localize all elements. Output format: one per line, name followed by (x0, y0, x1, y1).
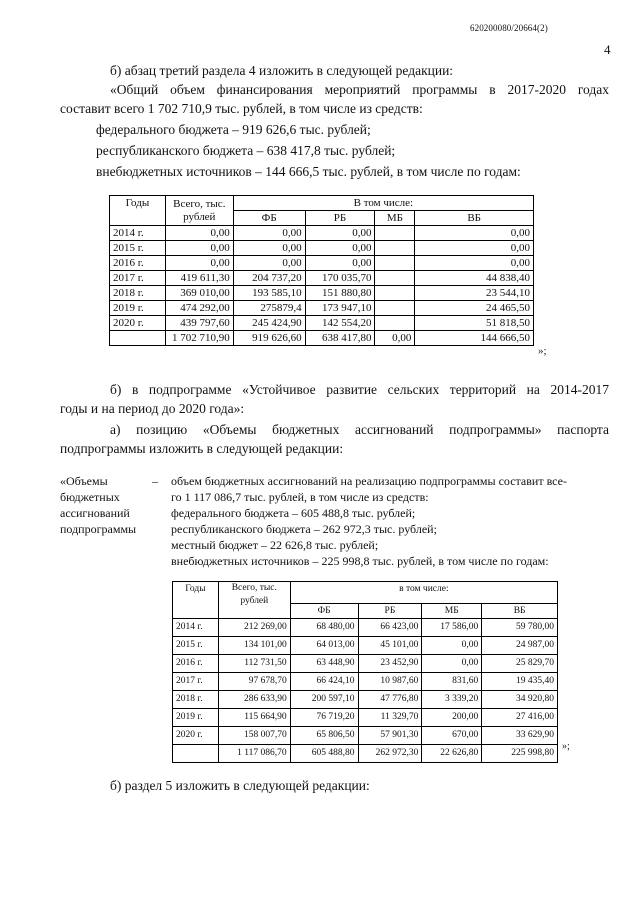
passport-text-1: объем бюджетных ассигнований на реализацию подпрограммы составит все- (171, 474, 567, 488)
para1-line5: внебюджетных источников – 144 666,5 тыс. рублей, в том числе по годам: (96, 164, 521, 179)
cell-fb: 204 737,20 (233, 271, 305, 286)
cell-vb: 0,00 (415, 256, 534, 271)
header-fb: ФБ (290, 603, 358, 618)
passport-dash: – (152, 474, 158, 488)
cell-rb: 638 417,80 (305, 331, 375, 346)
cell-year: 2016 г. (110, 256, 166, 271)
cell-mb (375, 301, 415, 316)
cell-mb: 0,00 (422, 655, 482, 673)
cell-year (173, 745, 219, 763)
cell-mb: 200,00 (422, 709, 482, 727)
cell-total: 97 678,70 (218, 673, 290, 691)
para2-line1: б) в подпрограмме «Устойчивое развитие сельских территорий на 2014-2017 (110, 382, 609, 397)
cell-mb: 0,00 (375, 331, 415, 346)
header-rb: РБ (358, 603, 422, 618)
cell-year (110, 331, 166, 346)
cell-vb: 19 435,40 (482, 673, 558, 691)
cell-total: 112 731,50 (218, 655, 290, 673)
cell-fb: 200 597,10 (290, 691, 358, 709)
passport-label-2: бюджетных (60, 490, 120, 504)
header-mb: МБ (375, 211, 415, 226)
cell-vb: 34 920,80 (482, 691, 558, 709)
table-row (110, 256, 534, 271)
passport-label-1: «Объемы (60, 474, 108, 488)
cell-mb (375, 316, 415, 331)
cell-fb: 68 480,00 (290, 619, 358, 637)
cell-fb: 919 626,60 (233, 331, 305, 346)
passport-text-4: республиканского бюджета – 262 972,3 тыс. рублей; (171, 522, 437, 536)
cell-rb: 0,00 (305, 256, 375, 271)
table-row (110, 226, 534, 241)
cell-rb: 45 101,00 (358, 637, 422, 655)
para2-line3: а) позицию «Объемы бюджетных ассигнований подпрограммы» паспорта (110, 422, 609, 437)
cell-year: 2016 г. (173, 655, 219, 673)
header-total: Всего, тыс. рублей (218, 582, 290, 619)
table-header-row (173, 582, 558, 604)
table-row (110, 331, 534, 346)
cell-mb: 0,00 (422, 637, 482, 655)
table-row (110, 271, 534, 286)
para2-line4: подпрограммы изложить в следующей редакции: (60, 441, 344, 456)
cell-total: 134 101,00 (218, 637, 290, 655)
cell-rb: 23 452,90 (358, 655, 422, 673)
header-total: Всего, тыс. рублей (165, 196, 233, 226)
cell-total: 286 633,90 (218, 691, 290, 709)
cell-mb (375, 226, 415, 241)
passport-label-4: подпрограммы (60, 522, 137, 536)
cell-vb: 23 544,10 (415, 286, 534, 301)
cell-vb: 24 987,00 (482, 637, 558, 655)
para1-line2: составит всего 1 702 710,9 тыс. рублей, в том числе из средств: (60, 101, 423, 116)
table-row (173, 619, 558, 637)
header-fb: ФБ (233, 211, 305, 226)
cell-vb: 0,00 (415, 241, 534, 256)
cell-mb: 3 339,20 (422, 691, 482, 709)
header-vb: ВБ (482, 603, 558, 618)
cell-rb: 11 329,70 (358, 709, 422, 727)
cell-mb (375, 256, 415, 271)
cell-mb: 17 586,00 (422, 619, 482, 637)
table-row (110, 286, 534, 301)
cell-mb: 670,00 (422, 727, 482, 745)
passport-text-2: го 1 117 086,7 тыс. рублей, в том числе из средств: (171, 490, 429, 504)
cell-fb: 64 013,00 (290, 637, 358, 655)
cell-year: 2020 г. (110, 316, 166, 331)
para3-line1: б) раздел 5 изложить в следующей редакции: (110, 778, 370, 793)
financing-table-2 (172, 581, 558, 763)
cell-vb: 33 629,90 (482, 727, 558, 745)
cell-total: 0,00 (165, 226, 233, 241)
cell-fb: 275879,4 (233, 301, 305, 316)
cell-year: 2018 г. (110, 286, 166, 301)
cell-year: 2015 г. (110, 241, 166, 256)
cell-vb: 144 666,50 (415, 331, 534, 346)
table-row (173, 727, 558, 745)
cell-rb: 10 987,60 (358, 673, 422, 691)
cell-vb: 59 780,00 (482, 619, 558, 637)
table-row (173, 637, 558, 655)
header-vb: ВБ (415, 211, 534, 226)
table-row (173, 709, 558, 727)
cell-vb: 225 998,80 (482, 745, 558, 763)
cell-year: 2017 г. (173, 673, 219, 691)
passport-text-6: внебюджетных источников – 225 998,8 тыс. рублей, в том числе по годам: (171, 554, 549, 568)
cell-fb: 0,00 (233, 226, 305, 241)
header-including: в том числе: (290, 582, 557, 604)
table-row (173, 655, 558, 673)
table-row (110, 241, 534, 256)
cell-mb (375, 271, 415, 286)
table-row (173, 745, 558, 763)
table-row (110, 301, 534, 316)
header-year: Годы (110, 196, 166, 226)
cell-rb: 151 880,80 (305, 286, 375, 301)
cell-fb: 0,00 (233, 256, 305, 271)
table-header-row (110, 196, 534, 211)
cell-total: 419 611,30 (165, 271, 233, 286)
cell-total: 115 664,90 (218, 709, 290, 727)
cell-total: 212 269,00 (218, 619, 290, 637)
cell-year: 2014 г. (173, 619, 219, 637)
cell-vb: 24 465,50 (415, 301, 534, 316)
cell-fb: 193 585,10 (233, 286, 305, 301)
para1-line3: федерального бюджета – 919 626,6 тыс. рублей; (96, 122, 371, 137)
header-mb: МБ (422, 603, 482, 618)
cell-rb: 142 554,20 (305, 316, 375, 331)
cell-year: 2018 г. (173, 691, 219, 709)
cell-year: 2017 г. (110, 271, 166, 286)
financing-table-1 (109, 195, 534, 346)
header-year: Годы (173, 582, 219, 619)
cell-fb: 66 424,10 (290, 673, 358, 691)
cell-total: 369 010,00 (165, 286, 233, 301)
cell-rb: 173 947,10 (305, 301, 375, 316)
table-row (173, 673, 558, 691)
cell-rb: 0,00 (305, 226, 375, 241)
cell-year: 2020 г. (173, 727, 219, 745)
cell-mb (375, 241, 415, 256)
para1-line4: республиканского бюджета – 638 417,8 тыс. рублей; (96, 143, 396, 158)
cell-fb: 245 424,90 (233, 316, 305, 331)
document-number: 620200080/20664(2) (470, 23, 548, 33)
passport-label-3: ассигнований (60, 506, 130, 520)
passport-text-3: федерального бюджета – 605 488,8 тыс. рублей; (171, 506, 416, 520)
passport-text-5: местный бюджет – 22 626,8 тыс. рублей; (171, 538, 379, 552)
cell-year: 2019 г. (110, 301, 166, 316)
cell-vb: 0,00 (415, 226, 534, 241)
cell-vb: 44 838,40 (415, 271, 534, 286)
cell-mb: 22 626,80 (422, 745, 482, 763)
table2-close-quote: »; (562, 741, 570, 752)
cell-total: 158 007,70 (218, 727, 290, 745)
cell-fb: 63 448,90 (290, 655, 358, 673)
cell-fb: 76 719,20 (290, 709, 358, 727)
cell-fb: 65 806,50 (290, 727, 358, 745)
cell-fb: 0,00 (233, 241, 305, 256)
cell-rb: 66 423,00 (358, 619, 422, 637)
cell-rb: 47 776,80 (358, 691, 422, 709)
cell-year: 2019 г. (173, 709, 219, 727)
para1-intro: б) абзац третий раздела 4 изложить в следующей редакции: (110, 63, 454, 78)
cell-rb: 262 972,30 (358, 745, 422, 763)
cell-rb: 0,00 (305, 241, 375, 256)
cell-vb: 25 829,70 (482, 655, 558, 673)
cell-fb: 605 488,80 (290, 745, 358, 763)
cell-vb: 27 416,00 (482, 709, 558, 727)
para1-line1: «Общий объем финансирования мероприятий программы в 2017-2020 годах (110, 82, 609, 97)
cell-year: 2015 г. (173, 637, 219, 655)
cell-total: 439 797,60 (165, 316, 233, 331)
cell-total: 0,00 (165, 256, 233, 271)
para2-line2: годы и на период до 2020 года»: (60, 401, 245, 416)
cell-rb: 170 035,70 (305, 271, 375, 286)
cell-total: 0,00 (165, 241, 233, 256)
cell-total: 1 117 086,70 (218, 745, 290, 763)
cell-vb: 51 818,50 (415, 316, 534, 331)
cell-total: 1 702 710,90 (165, 331, 233, 346)
table1-close-quote: »; (538, 345, 547, 357)
cell-rb: 57 901,30 (358, 727, 422, 745)
cell-mb: 831,60 (422, 673, 482, 691)
header-rb: РБ (305, 211, 375, 226)
header-including: В том числе: (233, 196, 533, 211)
cell-total: 474 292,00 (165, 301, 233, 316)
cell-mb (375, 286, 415, 301)
cell-year: 2014 г. (110, 226, 166, 241)
table-row (110, 316, 534, 331)
table-row (173, 691, 558, 709)
page-number: 4 (604, 42, 611, 57)
